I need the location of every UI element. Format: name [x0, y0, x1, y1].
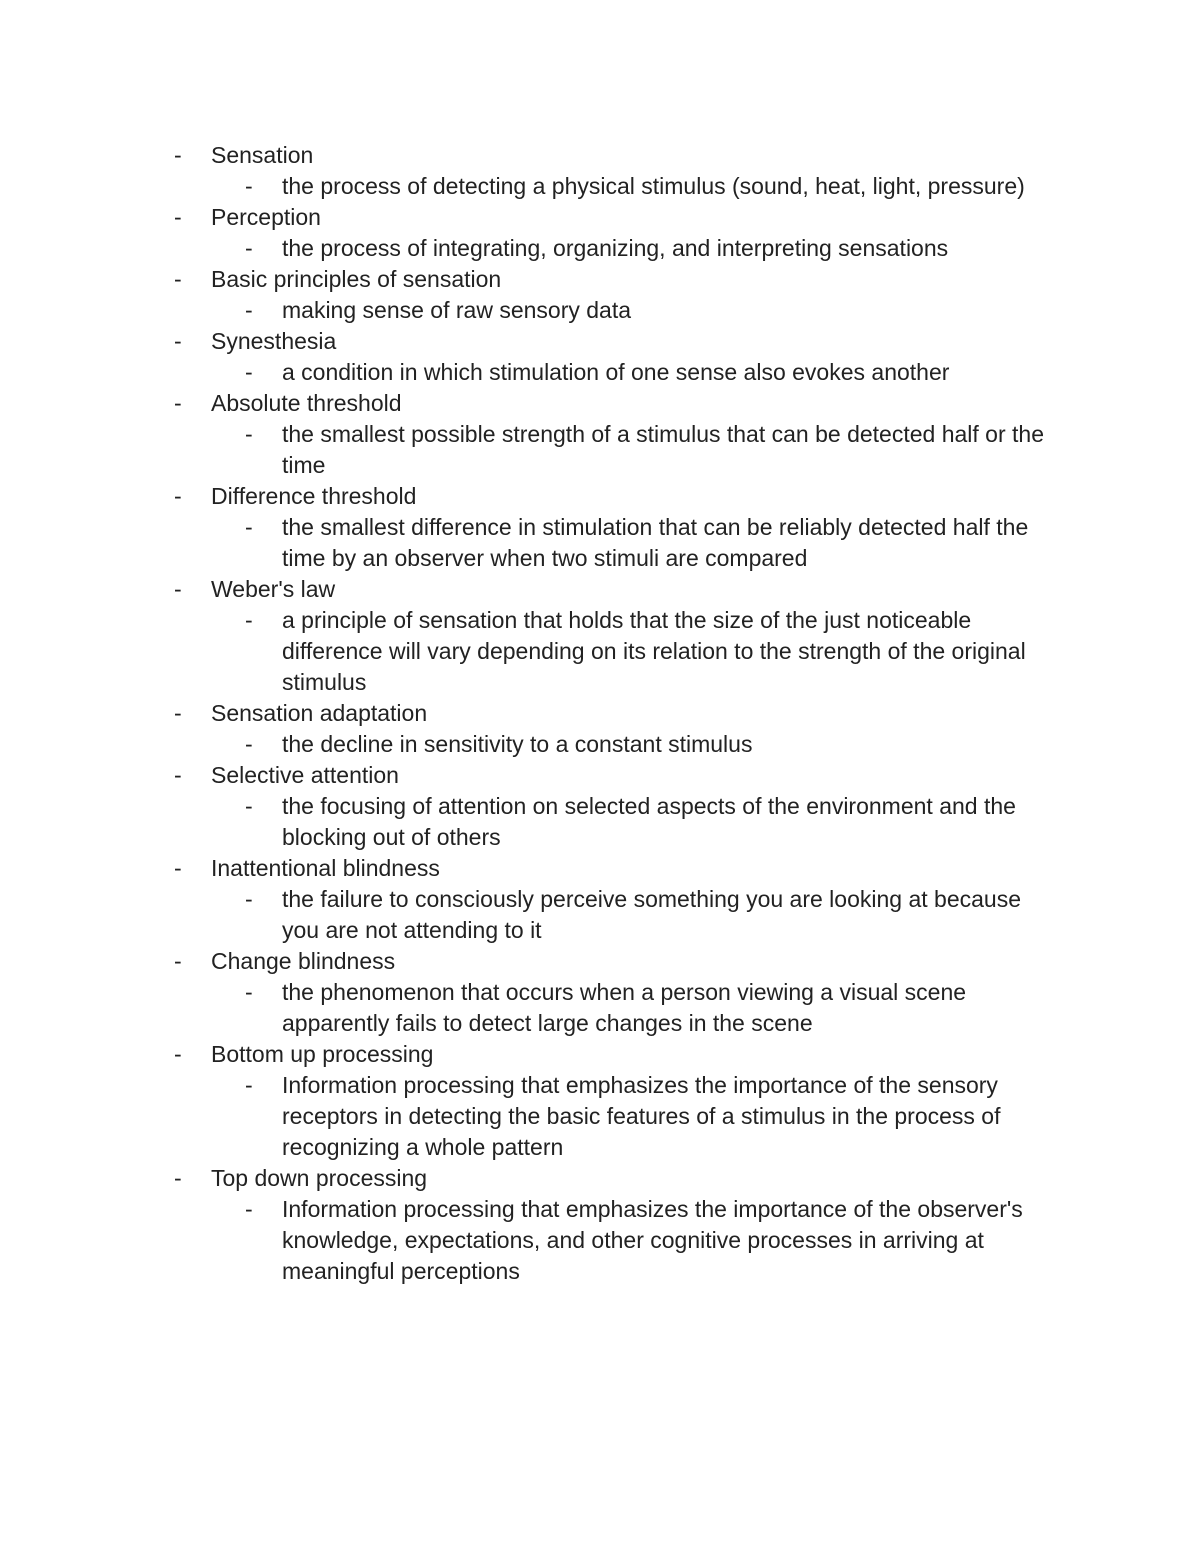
bullet-dash: - — [174, 328, 182, 354]
term-item — [0, 326, 1200, 388]
term-item — [0, 264, 1200, 326]
term-item — [0, 698, 1200, 760]
term-label: Sensation adaptation — [211, 700, 428, 726]
term-line — [0, 326, 1200, 357]
term-label: Basic principles of sensation — [211, 266, 502, 292]
definition-text: Information processing that emphasizes the importance of the observer's knowledge, expectations, and other cognitive processes in arriving at meaningful perceptions — [282, 1196, 1023, 1284]
term-item — [0, 853, 1200, 946]
bullet-dash: - — [245, 359, 253, 385]
term-line — [0, 946, 1200, 977]
bullet-dash: - — [245, 297, 253, 323]
bullet-dash: - — [174, 266, 182, 292]
term-item — [0, 140, 1200, 202]
term-item — [0, 1163, 1200, 1287]
term-line — [0, 1039, 1200, 1070]
definition-text: the smallest possible strength of a stimulus that can be detected half or the time — [282, 421, 1044, 478]
term-item — [0, 202, 1200, 264]
term-line — [0, 574, 1200, 605]
definition-text: the decline in sensitivity to a constant stimulus — [282, 731, 753, 757]
bullet-dash: - — [174, 576, 182, 602]
term-label: Perception — [211, 204, 321, 230]
bullet-dash: - — [245, 731, 253, 757]
bullet-dash: - — [174, 948, 182, 974]
definition-text: the process of detecting a physical stimulus (sound, heat, light, pressure) — [282, 173, 1025, 199]
bullet-dash: - — [174, 855, 182, 881]
bullet-dash: - — [245, 514, 253, 540]
term-item — [0, 574, 1200, 698]
term-line — [0, 853, 1200, 884]
term-line — [0, 760, 1200, 791]
term-label: Weber's law — [211, 576, 336, 602]
bullet-dash: - — [245, 979, 253, 1005]
definition-item — [0, 605, 1052, 698]
term-label: Bottom up processing — [211, 1041, 434, 1067]
definition-text: the focusing of attention on selected aspects of the environment and the blocking out of others — [282, 793, 1016, 850]
bullet-dash: - — [174, 1165, 182, 1191]
definition-text: making sense of raw sensory data — [282, 297, 632, 323]
definition-text: a principle of sensation that holds that the size of the just noticeable difference will vary depending on its relation to the strength of the original stimulus — [282, 607, 1026, 695]
term-item — [0, 946, 1200, 1039]
bullet-dash: - — [174, 700, 182, 726]
definition-item — [0, 512, 1052, 574]
bullet-dash: - — [174, 483, 182, 509]
document-page — [0, 140, 1200, 1287]
definition-text: Information processing that emphasizes the importance of the sensory receptors in detecting the basic features of a stimulus in the process of recognizing a whole pattern — [282, 1072, 1001, 1160]
definition-text: the failure to consciously perceive something you are looking at because you are not attending to it — [282, 886, 1021, 943]
bullet-dash: - — [174, 390, 182, 416]
term-line — [0, 481, 1200, 512]
term-line — [0, 202, 1200, 233]
bullet-dash: - — [174, 1041, 182, 1067]
bullet-dash: - — [245, 793, 253, 819]
bullet-dash: - — [245, 1196, 253, 1222]
bullet-dash: - — [245, 886, 253, 912]
definition-item — [0, 419, 1052, 481]
definition-text: a condition in which stimulation of one sense also evokes another — [282, 359, 950, 385]
term-line — [0, 1163, 1200, 1194]
term-label: Synesthesia — [211, 328, 337, 354]
term-item — [0, 760, 1200, 853]
bullet-dash: - — [245, 173, 253, 199]
definition-item — [0, 357, 1052, 388]
bullet-dash: - — [245, 607, 253, 633]
term-item — [0, 481, 1200, 574]
definition-item — [0, 977, 1052, 1039]
bullet-dash: - — [174, 142, 182, 168]
definition-item — [0, 295, 1052, 326]
bullet-dash: - — [245, 421, 253, 447]
term-label: Inattentional blindness — [211, 855, 440, 881]
term-line — [0, 698, 1200, 729]
definition-item — [0, 791, 1052, 853]
term-line — [0, 388, 1200, 419]
definition-item — [0, 233, 1052, 264]
term-label: Absolute threshold — [211, 390, 402, 416]
term-line — [0, 264, 1200, 295]
definition-text: the phenomenon that occurs when a person viewing a visual scene apparently fails to detect large changes in the scene — [282, 979, 967, 1036]
bullet-dash: - — [174, 762, 182, 788]
term-item — [0, 388, 1200, 481]
term-label: Top down processing — [211, 1165, 428, 1191]
bullet-dash: - — [245, 1072, 253, 1098]
definition-item — [0, 729, 1052, 760]
definition-item — [0, 1070, 1052, 1163]
definition-item — [0, 1194, 1052, 1287]
bullet-dash: - — [245, 235, 253, 261]
definition-item — [0, 171, 1052, 202]
term-label: Difference threshold — [211, 483, 417, 509]
term-item — [0, 1039, 1200, 1163]
definition-text: the process of integrating, organizing, and interpreting sensations — [282, 235, 949, 261]
bullet-dash: - — [174, 204, 182, 230]
term-line — [0, 140, 1200, 171]
definition-text: the smallest difference in stimulation that can be reliably detected half the time by an observer when two stimuli are compared — [282, 514, 1029, 571]
term-label: Selective attention — [211, 762, 399, 788]
term-label: Change blindness — [211, 948, 396, 974]
term-label: Sensation — [211, 142, 314, 168]
definition-item — [0, 884, 1052, 946]
